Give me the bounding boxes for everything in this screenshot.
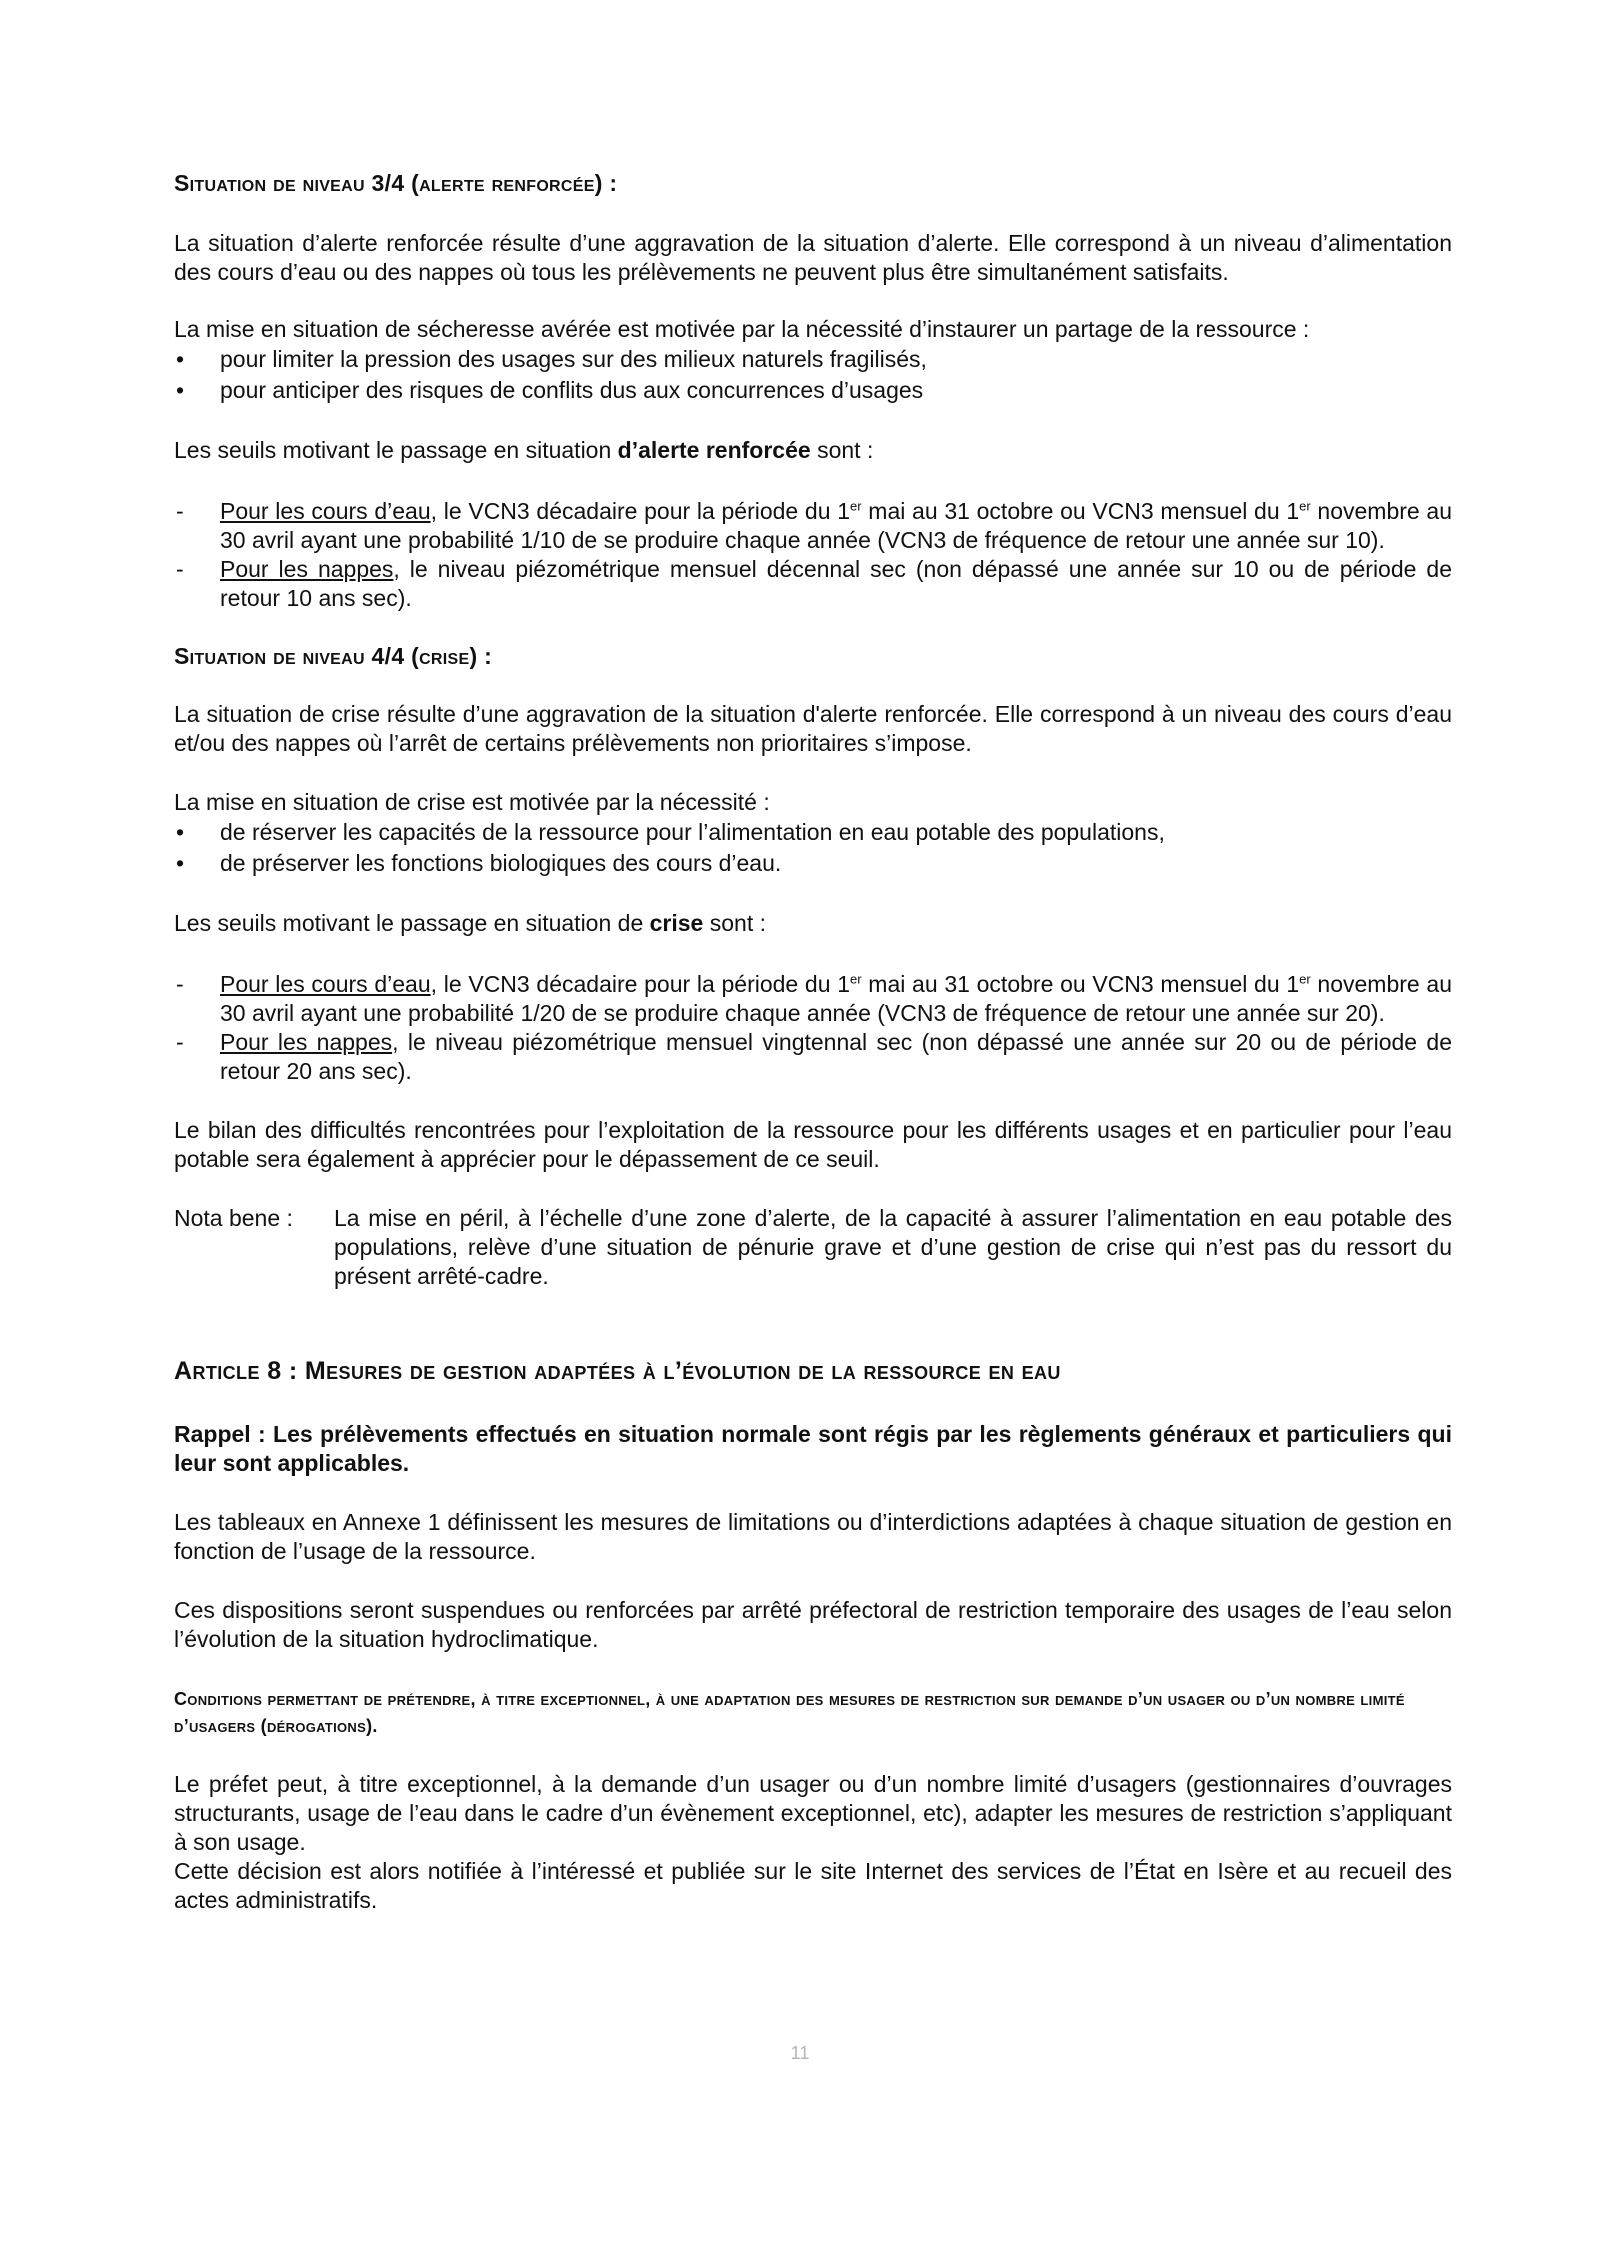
nota-bene-text: La mise en péril, à l’échelle d’une zone d’alerte, de la capacité à assurer l’alimentation en eau potable des populations, relève d’une situation de pénurie grave et d’une gestion de crise qui n’est pas du ressort du présent arrêté-cadre. xyxy=(334,1205,1452,1289)
bullet-item: • pour anticiper des risques de conflits dus aux concurrences d’usages xyxy=(174,375,1452,406)
dash-item-cours-deau: - Pour les cours d’eau, le VCN3 décadaire pour la période du 1er mai au 31 octobre ou VCN3 mensuel du 1er novembre au 30 avril ayant une probabilité 1/10 de se produire chaque année (VCN3 de fréquence de retour une année sur 10). xyxy=(174,497,1452,555)
bullet-item: • pour limiter la pression des usages sur des milieux naturels fragilisés, xyxy=(174,344,1452,375)
section-heading-niveau-3-4: Situation de niveau 3/4 (alerte renforcée) : xyxy=(174,170,618,196)
article-8-heading: Article 8 : Mesures de gestion adaptées à l’évolution de la ressource en eau xyxy=(174,1357,1061,1385)
paragraph-dispositions: Ces dispositions seront suspendues ou renforcées par arrêté préfectoral de restriction temporaire des usages de l’eau selon l’évolution de la situation hydroclimatique. xyxy=(174,1597,1452,1652)
page-number: 11 xyxy=(790,2043,810,2063)
bullet-item: • de préserver les fonctions biologiques des cours d’eau. xyxy=(174,848,1452,879)
bold-term: crise xyxy=(649,910,704,936)
document-page xyxy=(174,160,1452,1915)
bullet-list-alerte-renforcee xyxy=(174,344,1452,406)
underlined-term: Pour les nappes xyxy=(220,556,394,582)
dash-item-nappes: - Pour les nappes, le niveau piézométrique mensuel vingtennal sec (non dépassé une année sur 20 ou de période de retour 20 ans sec). xyxy=(174,1028,1452,1086)
paragraph-alerte-renforcee-definition: La situation d’alerte renforcée résulte d’une aggravation de la situation d’alerte. Elle correspond à un niveau d’alimentation des cours d’eau ou des nappes où tous les prélèvements ne peuvent plus être simultanément satisfaits. xyxy=(174,230,1452,285)
dash-list-seuils-crise xyxy=(174,970,1452,1086)
paragraph-crise-definition: La situation de crise résulte d’une aggravation de la situation d'alerte renforcée. Elle correspond à un niveau des cours d’eau et/ou des nappes où l’arrêt de certains prélèvements non prioritaires s’impose. xyxy=(174,701,1452,756)
bullet-item: • de réserver les capacités de la ressource pour l’alimentation en eau potable des populations, xyxy=(174,817,1452,848)
bullet-list-crise xyxy=(174,817,1452,879)
section-heading-niveau-4-4: Situation de niveau 4/4 (crise) : xyxy=(174,643,493,669)
paragraph-seuils-crise: Les seuils motivant le passage en situation de crise sont : xyxy=(174,910,766,936)
paragraph-seuils-alerte-renforcee: Les seuils motivant le passage en situation d’alerte renforcée sont : xyxy=(174,437,874,463)
paragraph-secheresse-motivation: La mise en situation de sécheresse avérée est motivée par la nécessité d’instaurer un partage de la ressource : xyxy=(174,316,1310,342)
paragraph-bilan-difficultes: Le bilan des difficultés rencontrées pour l’exploitation de la ressource pour les différents usages et en particulier pour l’eau potable sera également à apprécier pour le dépassement de ce seuil. xyxy=(174,1117,1452,1172)
conditions-derogations-heading: Conditions permettant de prétendre, à titre exceptionnel, à une adaptation des mesures de restriction sur demande d’un usager ou d’un nombre limité d’usagers (dérogations). xyxy=(174,1689,1405,1736)
paragraph-tableaux-annexe: Les tableaux en Annexe 1 définissent les mesures de limitations ou d’interdictions adaptées à chaque situation de gestion en fonction de l’usage de la ressource. xyxy=(174,1509,1452,1564)
dash-item-nappes: - Pour les nappes, le niveau piézométrique mensuel décennal sec (non dépassé une année sur 10 ou de période de retour 10 ans sec). xyxy=(174,555,1452,613)
paragraph-prefet-derogation: Le préfet peut, à titre exceptionnel, à la demande d’un usager ou d’un nombre limité d’usagers (gestionnaires d’ouvrages structurants, usage de l’eau dans le cadre d’un évènement exceptionnel, etc), adapter les mesures de restriction s’appliquant à son usage. xyxy=(174,1771,1452,1855)
paragraph-notification: Cette décision est alors notifiée à l’intéressé et publiée sur le site Internet des services de l’État en Isère et au recueil des actes administratifs. xyxy=(174,1858,1452,1913)
underlined-term: Pour les cours d’eau xyxy=(220,971,431,997)
dash-list-seuils-alerte-renforcee xyxy=(174,497,1452,613)
underlined-term: Pour les nappes xyxy=(220,1029,393,1055)
underlined-term: Pour les cours d’eau xyxy=(220,498,431,524)
paragraph-crise-motivation: La mise en situation de crise est motivée par la nécessité : xyxy=(174,789,770,815)
paragraph-rappel: Rappel : Les prélèvements effectués en situation normale sont régis par les règlements généraux et particuliers qui leur sont applicables. xyxy=(174,1421,1452,1476)
nota-bene-label: Nota bene : xyxy=(174,1205,293,1231)
bold-term: d’alerte renforcée xyxy=(617,437,811,463)
nota-bene-block xyxy=(174,1204,1452,1291)
dash-item-cours-deau: - Pour les cours d’eau, le VCN3 décadaire pour la période du 1er mai au 31 octobre ou VCN3 mensuel du 1er novembre au 30 avril ayant une probabilité 1/20 de se produire chaque année (VCN3 de fréquence de retour une année sur 20). xyxy=(174,970,1452,1028)
